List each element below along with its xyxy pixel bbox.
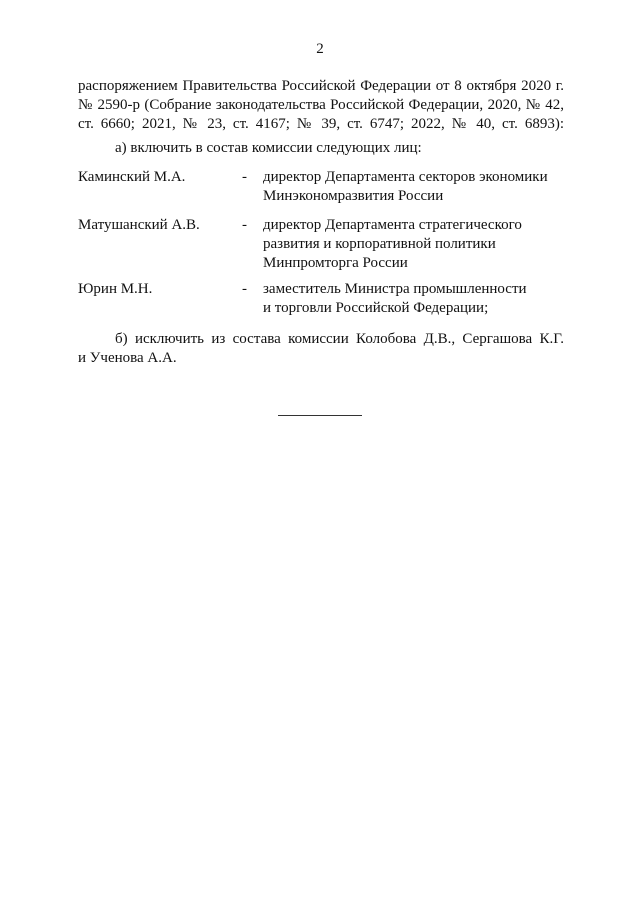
member-role-line: и торговли Российской Федерации;: [263, 300, 489, 316]
member-role-line: заместитель Министра промышленности: [263, 281, 527, 297]
member-dash: -: [242, 281, 247, 297]
end-divider: [278, 415, 362, 416]
intro-line: № 2590-р (Собрание законодательства Российской Федерации, 2020, № 42,: [78, 97, 564, 113]
member-role-line: директор Департамента стратегического: [263, 217, 522, 233]
member-name: Матушанский А.В.: [78, 217, 200, 233]
member-role-line: Минпромторга России: [263, 255, 408, 271]
intro-line: ст. 6660; 2021, № 23, ст. 4167; № 39, ст. 6747; 2022, № 40, ст. 6893):: [78, 116, 564, 132]
member-dash: -: [242, 217, 247, 233]
member-role: [263, 280, 563, 318]
intro-paragraph: [78, 77, 564, 134]
clause-a-include: а) включить в состав комиссии следующих лиц:: [115, 140, 422, 156]
member-role: [263, 168, 563, 206]
intro-line: распоряжением Правительства Российской Федерации от 8 октября 2020 г.: [78, 78, 564, 94]
member-role-line: Минэкономразвития России: [263, 188, 444, 204]
member-name: Юрин М.Н.: [78, 281, 153, 297]
clause-b-exclude: [78, 330, 564, 368]
member-role-line: развития и корпоративной политики: [263, 236, 496, 252]
member-name: Каминский М.А.: [78, 169, 186, 185]
member-role: [263, 216, 563, 273]
clause-b-line: и Ученова А.А.: [78, 350, 177, 366]
member-dash: -: [242, 169, 247, 185]
member-role-line: директор Департамента секторов экономики: [263, 169, 548, 185]
page-number: 2: [316, 41, 324, 57]
clause-b-line: б) исключить из состава комиссии Колобова Д.В., Сергашова К.Г.: [115, 331, 564, 347]
